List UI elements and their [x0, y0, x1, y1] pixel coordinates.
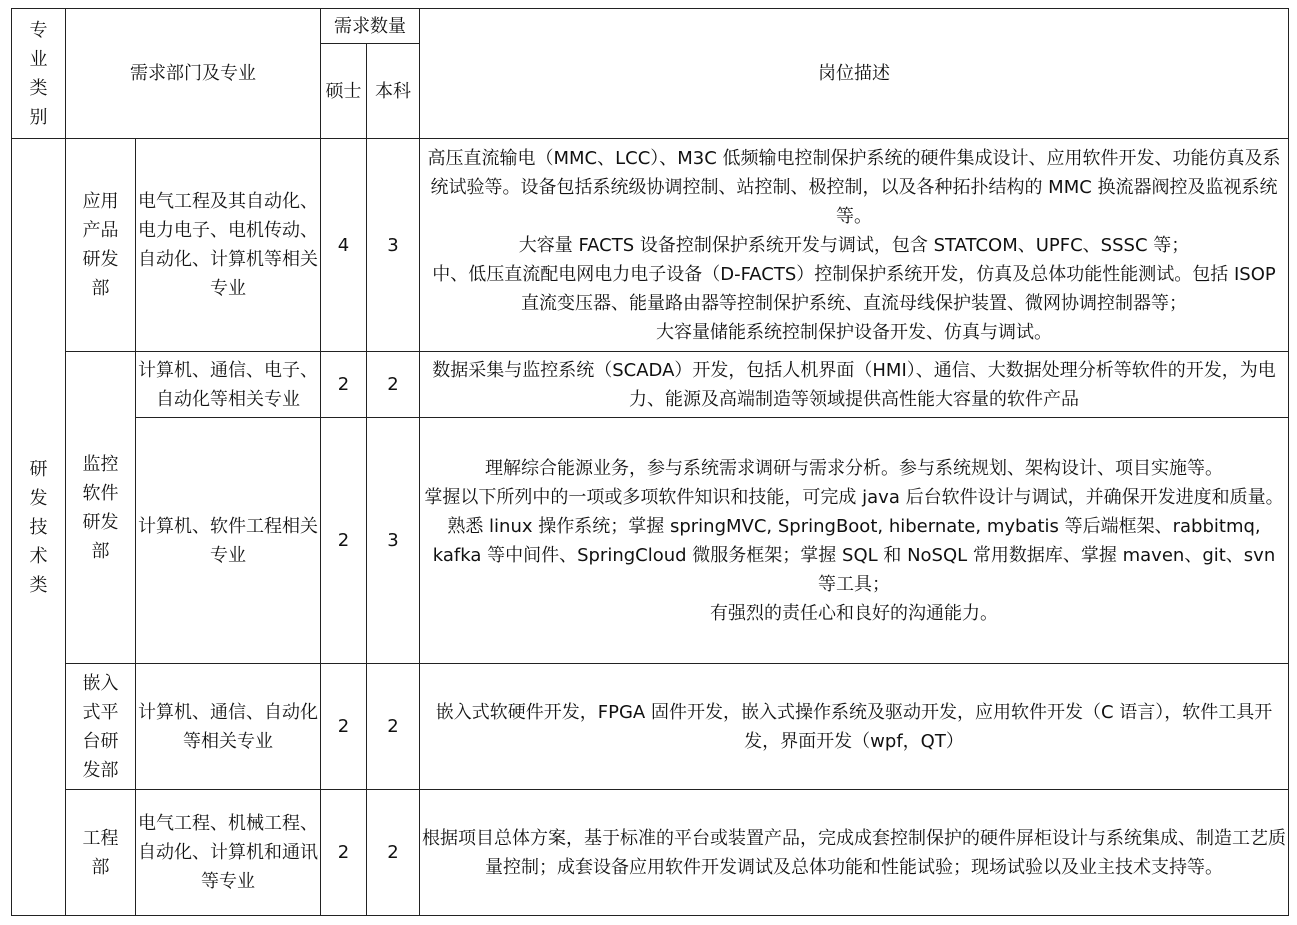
header-bachelor: 本科	[367, 44, 420, 139]
major-cell: 电气工程及其自动化、电力电子、电机传动、自动化、计算机等相关专业	[136, 139, 321, 352]
description-line: 熟悉 linux 操作系统；掌握 springMVC, SpringBoot, hibernate, mybatis 等后端框架、rabbitmq, kafka 等中间件、SpringCloud 微服务框架；掌握 SQL 和 NoSQL 常用数据库、掌握 maven、git、svn 等工具；	[432, 515, 1276, 595]
master-count: 2	[321, 418, 367, 664]
header-description: 岗位描述	[420, 9, 1289, 139]
header-master: 硕士	[321, 44, 367, 139]
description-line: 掌握以下所列中的一项或多项软件知识和技能，可完成 java 后台软件设计与调试，并确保开发进度和质量。	[424, 486, 1284, 508]
description-line: 有强烈的责任心和良好的沟通能力。	[710, 602, 998, 624]
bachelor-count: 3	[367, 139, 420, 352]
master-count: 2	[321, 664, 367, 790]
master-count: 4	[321, 139, 367, 352]
description-cell	[420, 352, 1289, 418]
description-cell	[420, 790, 1289, 916]
bachelor-count: 2	[367, 664, 420, 790]
dept-cell: 应用产品研发部	[66, 139, 136, 352]
master-count: 2	[321, 352, 367, 418]
description-line: 根据项目总体方案，基于标准的平台或装置产品，完成成套控制保护的硬件屏柜设计与系统集成、制造工艺质量控制；成套设备应用软件开发调试及总体功能和性能试验；现场试验以及业主技术支持等。	[422, 827, 1286, 878]
bachelor-count: 2	[367, 790, 420, 916]
recruitment-table	[11, 8, 1289, 916]
description-line: 理解综合能源业务，参与系统需求调研与需求分析。参与系统规划、架构设计、项目实施等。	[485, 457, 1223, 479]
master-count: 2	[321, 790, 367, 916]
header-category: 专业类别	[12, 9, 66, 139]
description-line: 大容量 FACTS 设备控制保护系统开发与调试，包含 STATCOM、UPFC、SSSC 等；	[518, 234, 1190, 256]
dept-cell: 工程部	[66, 790, 136, 916]
dept-cell: 嵌入式平台研发部	[66, 664, 136, 790]
dept-cell: 监控软件研发部	[66, 352, 136, 664]
description-line: 数据采集与监控系统（SCADA）开发，包括人机界面（HMI）、通信、大数据处理分析等软件的开发，为电力、能源及高端制造等领域提供高性能大容量的软件产品	[432, 359, 1276, 410]
description-cell	[420, 664, 1289, 790]
bachelor-count: 2	[367, 352, 420, 418]
description-cell	[420, 418, 1289, 664]
header-demand: 需求数量	[321, 9, 420, 44]
description-line: 嵌入式软硬件开发，FPGA 固件开发，嵌入式操作系统及驱动开发，应用软件开发（C 语言），软件工具开发，界面开发（wpf，QT）	[435, 701, 1273, 752]
header-dept-major: 需求部门及专业	[66, 9, 321, 139]
description-line: 高压直流输电（MMC、LCC）、M3C 低频输电控制保护系统的硬件集成设计、应用软件开发、功能仿真及系统试验等。设备包括系统级协调控制、站控制、极控制，以及各种拓扑结构的 MMC 换流器阀控及监视系统等。	[427, 147, 1281, 227]
major-cell: 电气工程、机械工程、自动化、计算机和通讯等专业	[136, 790, 321, 916]
description-line: 中、低压直流配电网电力电子设备（D-FACTS）控制保护系统开发，仿真及总体功能性能测试。包括 ISOP 直流变压器、能量路由器等控制保护系统、直流母线保护装置、微网协调控制器等；	[432, 263, 1276, 314]
description-line: 大容量储能系统控制保护设备开发、仿真与调试。	[656, 321, 1052, 343]
description-cell	[420, 139, 1289, 352]
bachelor-count: 3	[367, 418, 420, 664]
major-cell: 计算机、软件工程相关专业	[136, 418, 321, 664]
major-cell: 计算机、通信、电子、自动化等相关专业	[136, 352, 321, 418]
category-cell: 研发技术类	[12, 139, 66, 916]
major-cell: 计算机、通信、自动化等相关专业	[136, 664, 321, 790]
